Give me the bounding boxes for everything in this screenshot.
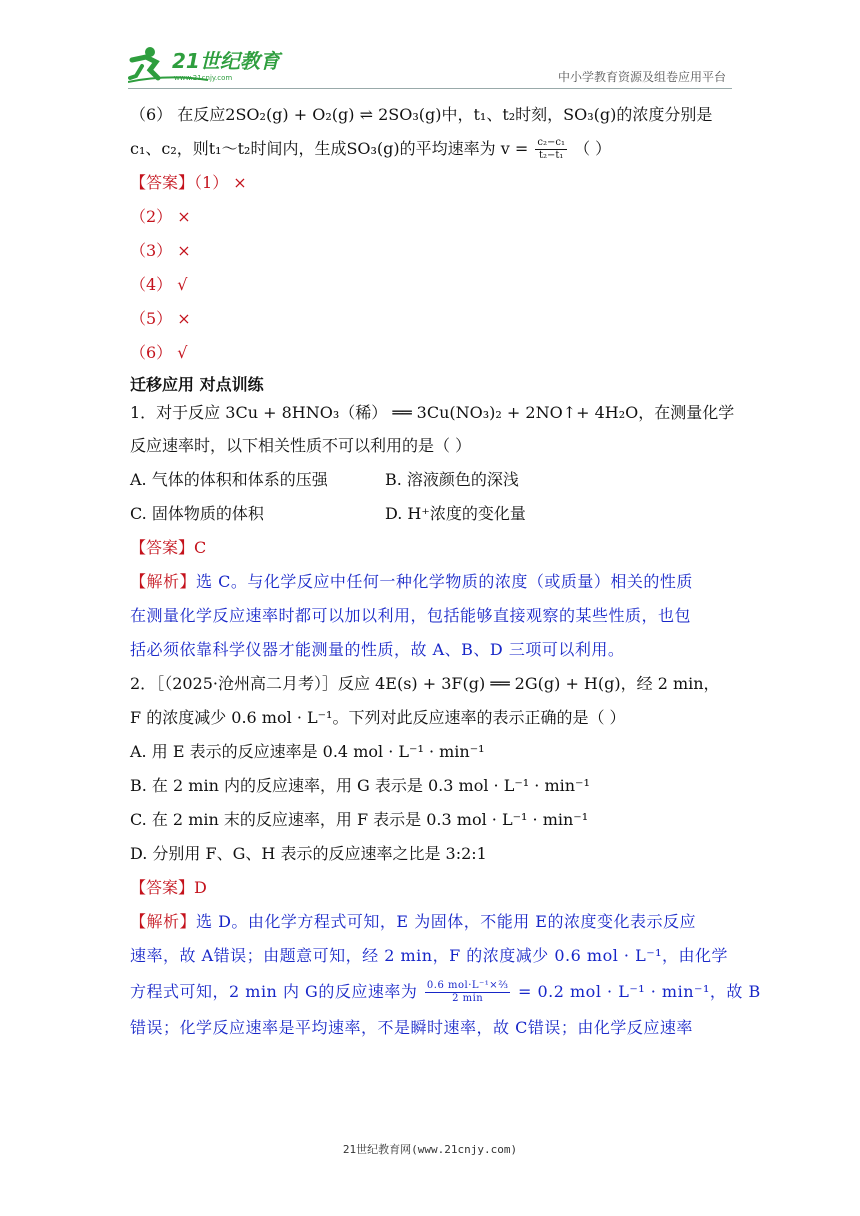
q6-line-1: （6） 在反应2SO₂(g) + O₂(g) ⇌ 2SO₃(g)中，t₁、t₂时刻，SO₃(g)的浓度分别是 (130, 105, 713, 124)
rate-fraction (425, 980, 510, 1005)
option-c: C. 固体物质的体积 (130, 504, 264, 523)
option-d: D. H⁺浓度的变化量 (385, 504, 526, 523)
page-header (0, 0, 860, 92)
question-1-line-1: 1．对于反应 3Cu + 8HNO₃（稀） ══ 3Cu(NO₃)₂ + 2NO↑+ 4H₂O，在测量化学 (130, 403, 735, 422)
header-tagline: 中小学教育资源及组卷应用平台 (557, 70, 726, 84)
q6-blank: （ ） (574, 139, 612, 158)
q6-line-2-text: c₁、c₂，则t₁～t₂时间内，生成SO₃(g)的平均速率为 v = (130, 139, 529, 158)
explain-label: 【解析】 (130, 912, 197, 931)
answer-value: D (194, 878, 207, 897)
option-b: B. 在 2 min 内的反应速率，用 G 表示是 0.3 mol · L⁻¹ · min⁻¹ (130, 776, 590, 795)
answer-label: 【答案】 (130, 878, 195, 897)
fraction-numerator: 0.6 mol·L⁻¹×⅔ (426, 980, 509, 991)
rate-fraction (535, 137, 567, 162)
question-2-line-2: F 的浓度减少 0.6 mol · L⁻¹。下列对此反应速率的表示正确的是（ ） (130, 708, 626, 727)
fraction-denominator: t₂−t₁ (538, 150, 564, 161)
option-a: A. 气体的体积和体系的压强 (130, 470, 328, 489)
logo-text: 21世纪教育 (172, 49, 280, 73)
logo-url: www.21cnjy.com (174, 74, 233, 82)
header-divider (128, 88, 732, 89)
question-1-explanation-2: 在测量化学反应速率时都可以加以利用，包括能够直接观察的某些性质，也包 (130, 606, 692, 625)
question-1-options-row-2 (130, 497, 730, 531)
answer-label: 【答案】 (130, 538, 195, 557)
document-body (130, 98, 761, 1045)
explain-text: = 0.2 mol · L⁻¹ · min⁻¹，故 B (517, 982, 761, 1001)
q6-line-2 (130, 132, 730, 166)
answer-item: （2） × (130, 207, 191, 226)
explain-text: 选 D。由化学方程式可知，E 为固体，不能用 E的浓度变化表示反应 (196, 912, 696, 931)
answer-item: （1） × (194, 173, 247, 192)
question-2-source: （2025·沧州高二月考） (164, 674, 322, 693)
explain-text: 选 C。与化学反应中任何一种化学物质的浓度（或质量）相关的性质 (196, 572, 693, 591)
page-footer[interactable]: 21世纪教育网(www.21cnjy.com) (342, 1143, 518, 1156)
option-b: B. 溶液颜色的深浅 (385, 470, 519, 489)
answer-item: （5） × (130, 309, 191, 328)
option-d: D. 分别用 F、G、H 表示的反应速率之比是 3:2:1 (130, 844, 487, 863)
question-1-explanation-3: 括必须依靠科学仪器才能测量的性质，故 A、B、D 三项可以利用。 (130, 640, 625, 659)
question-1-options-row-1 (130, 463, 730, 497)
answer-item: （4） √ (130, 275, 188, 294)
question-1-explanation-1 (130, 565, 730, 599)
question-2-explanation-3 (130, 973, 761, 1011)
question-2-number: 2．［ (130, 674, 165, 693)
answer-item: （3） × (130, 241, 191, 260)
answer-value: C (194, 538, 207, 557)
question-1-line-2: 反应速率时，以下相关性质不可以利用的是（ ） (130, 436, 472, 455)
answer-line-1 (130, 166, 730, 200)
fraction-denominator: 2 min (452, 993, 484, 1004)
explain-label: 【解析】 (130, 572, 197, 591)
site-logo[interactable] (128, 44, 288, 86)
section-title: 迁移应用 对点训练 (130, 375, 264, 394)
question-2-text: ］反应 4E(s) + 3F(g) ══ 2G(g) + H(g)，经 2 min， (322, 674, 720, 693)
question-2-explanation-1 (130, 905, 730, 939)
question-2-explanation-2: 速率，故 A错误；由题意可知，经 2 min，F 的浓度减少 0.6 mol · L⁻¹，由化学 (130, 946, 729, 965)
question-2-answer (130, 871, 730, 905)
fraction-numerator: c₂−c₁ (537, 137, 565, 148)
option-c: C. 在 2 min 末的反应速率，用 F 表示是 0.3 mol · L⁻¹ · min⁻¹ (130, 810, 589, 829)
option-a: A. 用 E 表示的反应速率是 0.4 mol · L⁻¹ · min⁻¹ (130, 742, 485, 761)
runner-logo-icon (128, 44, 288, 86)
explain-text: 方程式可知，2 min 内 G的反应速率为 (130, 982, 418, 1001)
question-1-answer (130, 531, 730, 565)
question-2-explanation-4: 错误；化学反应速率是平均速率，不是瞬时速率，故 C错误；由化学反应速率 (130, 1018, 693, 1037)
answer-label: 【答案】 (130, 173, 195, 192)
answer-item: （6） √ (130, 343, 188, 362)
question-2-line-1 (130, 667, 730, 701)
